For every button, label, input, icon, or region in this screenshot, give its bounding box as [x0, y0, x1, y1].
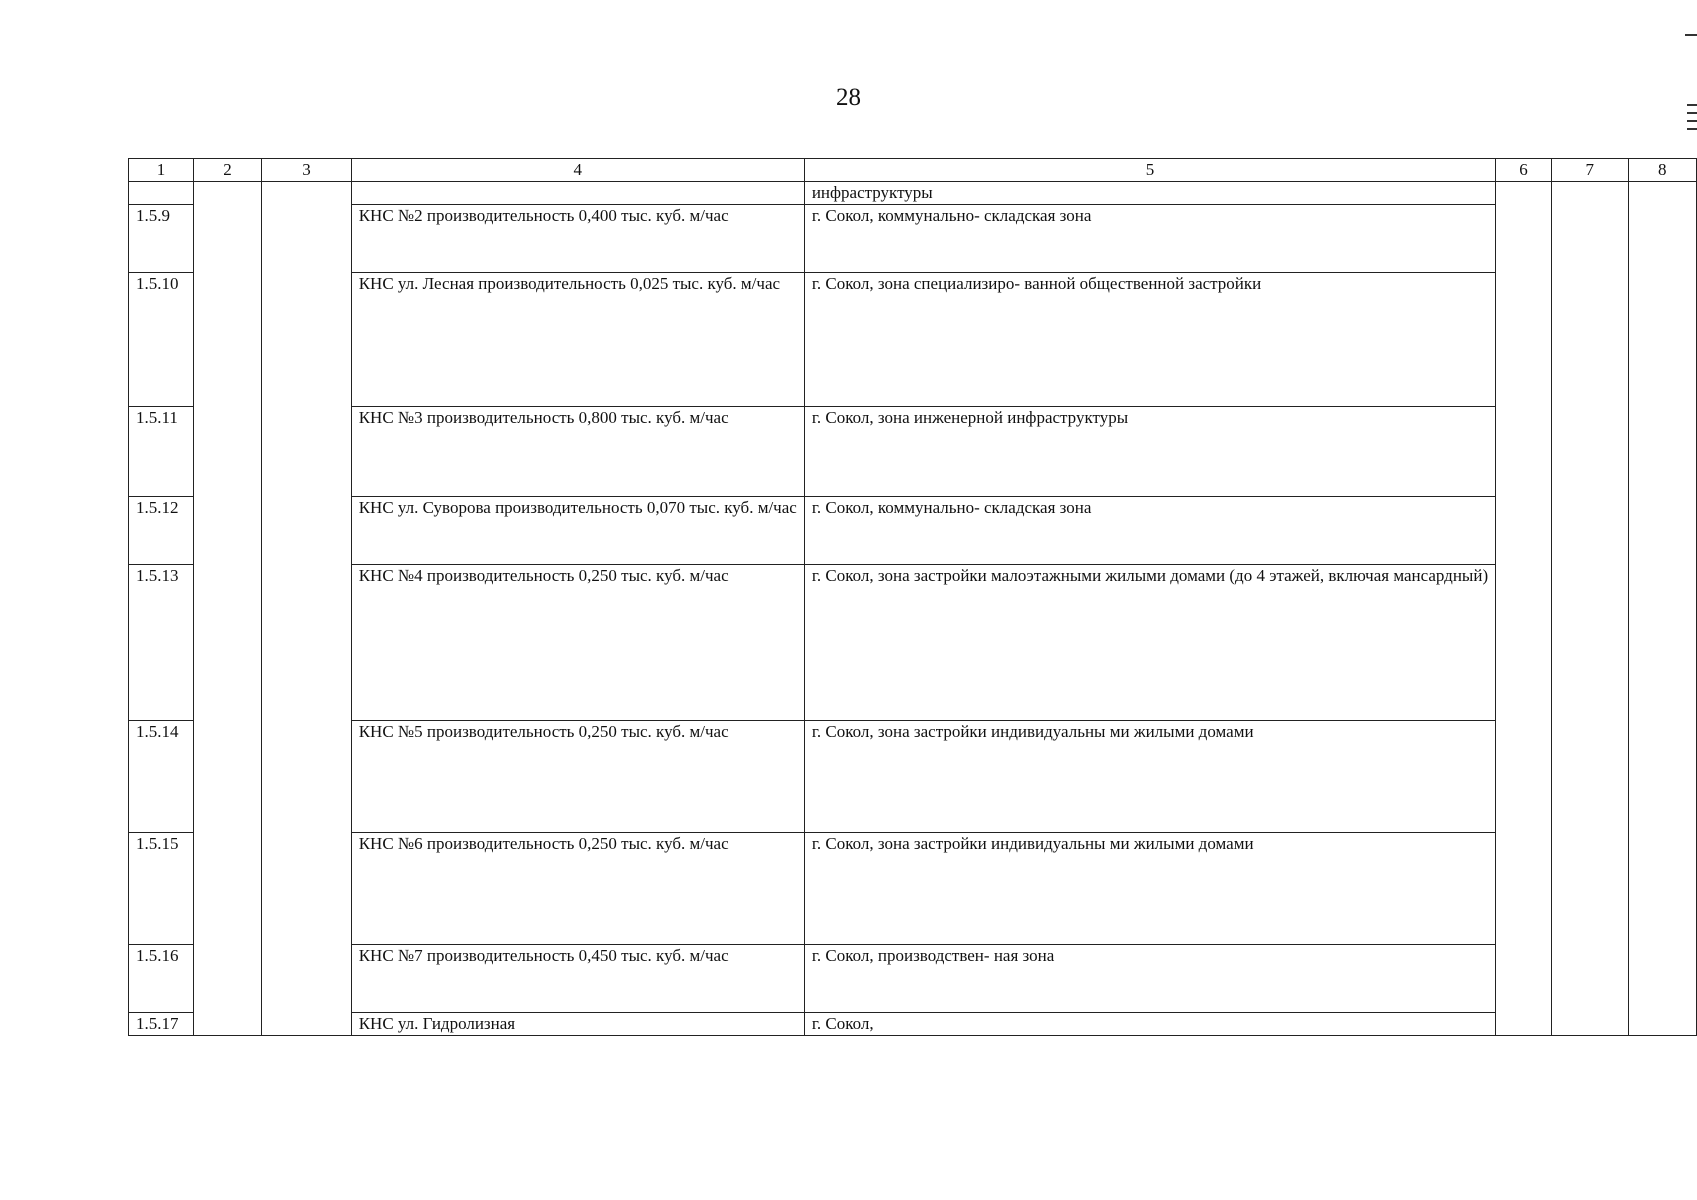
object-cell: КНС №6 производительность 0,250 тыс. куб. м/час	[351, 833, 804, 945]
location-cell: г. Сокол, зона застройки индивидуальны ми жилыми домами	[804, 721, 1495, 833]
table-row	[129, 497, 1697, 565]
object-cell: КНС №4 производительность 0,250 тыс. куб. м/час	[351, 565, 804, 721]
row-number-cell: 1.5.14	[129, 721, 194, 833]
row-number-cell: 1.5.11	[129, 407, 194, 497]
location-cell: г. Сокол, зона застройки индивидуальны ми жилыми домами	[804, 833, 1495, 945]
page-number: 28	[836, 84, 861, 111]
table-row	[129, 833, 1697, 945]
location-cell: г. Сокол, производствен- ная зона	[804, 945, 1495, 1013]
header-row	[129, 159, 1697, 182]
column-header: 4	[351, 159, 804, 182]
empty-cell	[1628, 182, 1696, 1036]
object-cell: КНС №3 производительность 0,800 тыс. куб. м/час	[351, 407, 804, 497]
location-cell: г. Сокол, коммунально- складская зона	[804, 205, 1495, 273]
table-row	[129, 1013, 1697, 1036]
scan-edge-mark	[1687, 120, 1697, 122]
column-header: 3	[262, 159, 351, 182]
column-header: 6	[1496, 159, 1552, 182]
row-number-cell: 1.5.15	[129, 833, 194, 945]
scan-edge-mark	[1687, 128, 1697, 130]
object-cell: КНС №7 производительность 0,450 тыс. куб. м/час	[351, 945, 804, 1013]
column-header: 5	[804, 159, 1495, 182]
column-header: 1	[129, 159, 194, 182]
location-cell: г. Сокол, зона специализиро- ванной общественной застройки	[804, 273, 1495, 407]
row-number-cell: 1.5.10	[129, 273, 194, 407]
table-row	[129, 205, 1697, 273]
scan-edge-mark	[1687, 112, 1697, 114]
empty-cell	[1496, 182, 1552, 1036]
row-number-cell: 1.5.17	[129, 1013, 194, 1036]
object-cell: КНС ул. Суворова производительность 0,070 тыс. куб. м/час	[351, 497, 804, 565]
scan-edge-mark	[1687, 104, 1697, 106]
row-number-cell	[129, 182, 194, 205]
object-cell: КНС ул. Лесная производительность 0,025 тыс. куб. м/час	[351, 273, 804, 407]
scan-edge-mark	[1685, 34, 1697, 36]
table-row	[129, 565, 1697, 721]
column-header: 8	[1628, 159, 1696, 182]
table-row	[129, 273, 1697, 407]
column-header: 7	[1551, 159, 1628, 182]
location-cell: г. Сокол, зона застройки малоэтажными жилыми домами (до 4 этажей, включая мансардный)	[804, 565, 1495, 721]
object-cell: КНС №5 производительность 0,250 тыс. куб. м/час	[351, 721, 804, 833]
table-row	[129, 407, 1697, 497]
object-cell: КНС ул. Гидролизная	[351, 1013, 804, 1036]
data-table	[128, 158, 1697, 1036]
empty-cell	[193, 182, 261, 1036]
row-number-cell: 1.5.16	[129, 945, 194, 1013]
table-row	[129, 945, 1697, 1013]
table-row	[129, 182, 1697, 205]
table-row	[129, 721, 1697, 833]
column-header: 2	[193, 159, 261, 182]
empty-cell	[1551, 182, 1628, 1036]
row-number-cell: 1.5.12	[129, 497, 194, 565]
row-number-cell: 1.5.9	[129, 205, 194, 273]
object-cell: КНС №2 производительность 0,400 тыс. куб. м/час	[351, 205, 804, 273]
location-cell: г. Сокол, зона инженерной инфраструктуры	[804, 407, 1495, 497]
row-number-cell: 1.5.13	[129, 565, 194, 721]
location-cell: г. Сокол, коммунально- складская зона	[804, 497, 1495, 565]
empty-cell	[262, 182, 351, 1036]
location-cell: г. Сокол,	[804, 1013, 1495, 1036]
object-cell	[351, 182, 804, 205]
location-cell: инфраструктуры	[804, 182, 1495, 205]
